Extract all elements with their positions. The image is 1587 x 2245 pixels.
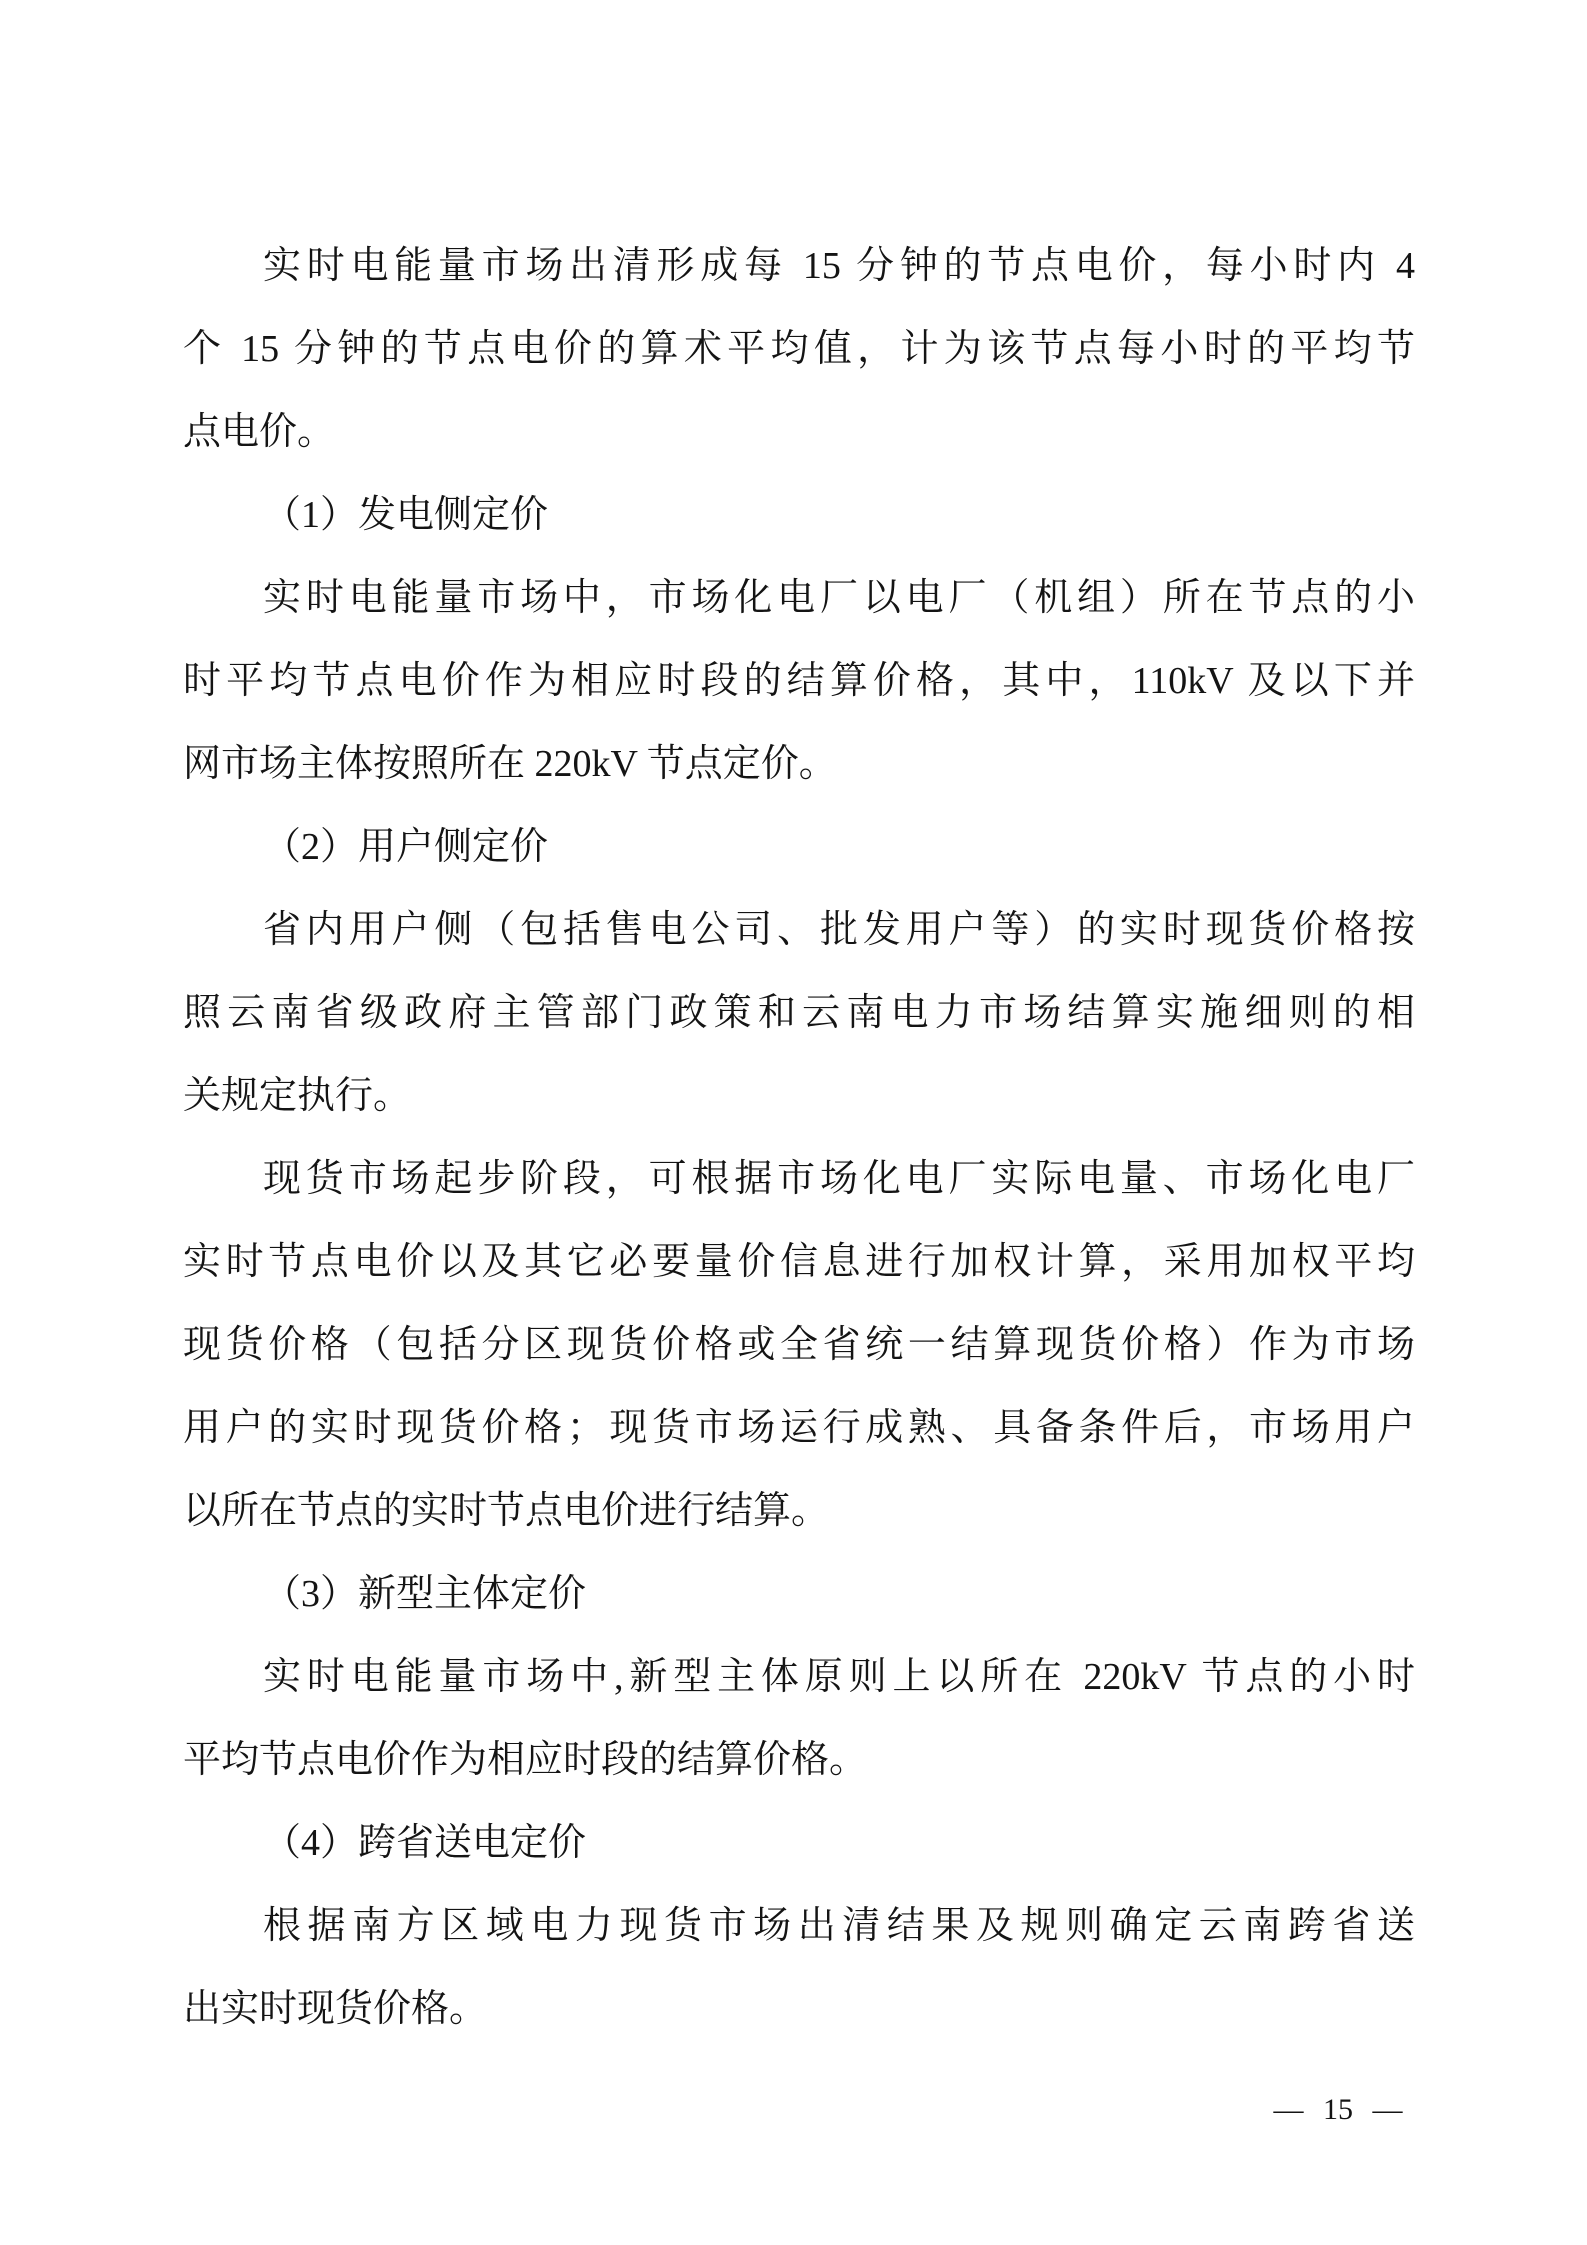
text-line: 出实时现货价格。 <box>183 1988 488 2030</box>
page-number: — 15 — <box>1273 2093 1403 2126</box>
text-line: 现货价格（包括分区现货价格或全省统一结算现货价格）作为市场 <box>183 1324 1415 1366</box>
text-line: 省内用户侧（包括售电公司、批发用户等）的实时现货价格按 <box>263 909 1415 951</box>
section-heading-2: （2）用户侧定价 <box>263 826 549 868</box>
section-heading-3: （3）新型主体定价 <box>263 1573 587 1615</box>
text-line: 用户的实时现货价格；现货市场运行成熟、具备条件后，市场用户 <box>183 1407 1415 1449</box>
text-line: 现货市场起步阶段，可根据市场化电厂实际电量、市场化电厂 <box>263 1158 1415 1200</box>
text-line: 实时电能量市场中,新型主体原则上以所在 220kV 节点的小时 <box>263 1656 1415 1698</box>
text-line: 点电价。 <box>183 411 336 453</box>
document-body <box>183 225 1415 2051</box>
text-line: 关规定执行。 <box>183 1075 412 1117</box>
text-line: 照云南省级政府主管部门政策和云南电力市场结算实施细则的相 <box>183 992 1415 1034</box>
text-line: 时平均节点电价作为相应时段的结算价格，其中，110kV 及以下并 <box>183 660 1415 702</box>
section-heading-1: （1）发电侧定价 <box>263 494 549 536</box>
text-line: 实时节点电价以及其它必要量价信息进行加权计算，采用加权平均 <box>183 1241 1415 1283</box>
text-line: 以所在节点的实时节点电价进行结算。 <box>183 1490 830 1532</box>
text-line: 个 15 分钟的节点电价的算术平均值，计为该节点每小时的平均节 <box>183 328 1415 370</box>
text-line: 实时电能量市场中，市场化电厂以电厂（机组）所在节点的小 <box>263 577 1415 619</box>
section-heading-4: （4）跨省送电定价 <box>263 1822 587 1864</box>
text-line: 根据南方区域电力现货市场出清结果及规则确定云南跨省送 <box>263 1905 1415 1947</box>
text-line: 网市场主体按照所在 220kV 节点定价。 <box>183 743 837 785</box>
text-line: 实时电能量市场出清形成每 15 分钟的节点电价，每小时内 4 <box>263 245 1415 287</box>
text-line: 平均节点电价作为相应时段的结算价格。 <box>183 1739 868 1781</box>
